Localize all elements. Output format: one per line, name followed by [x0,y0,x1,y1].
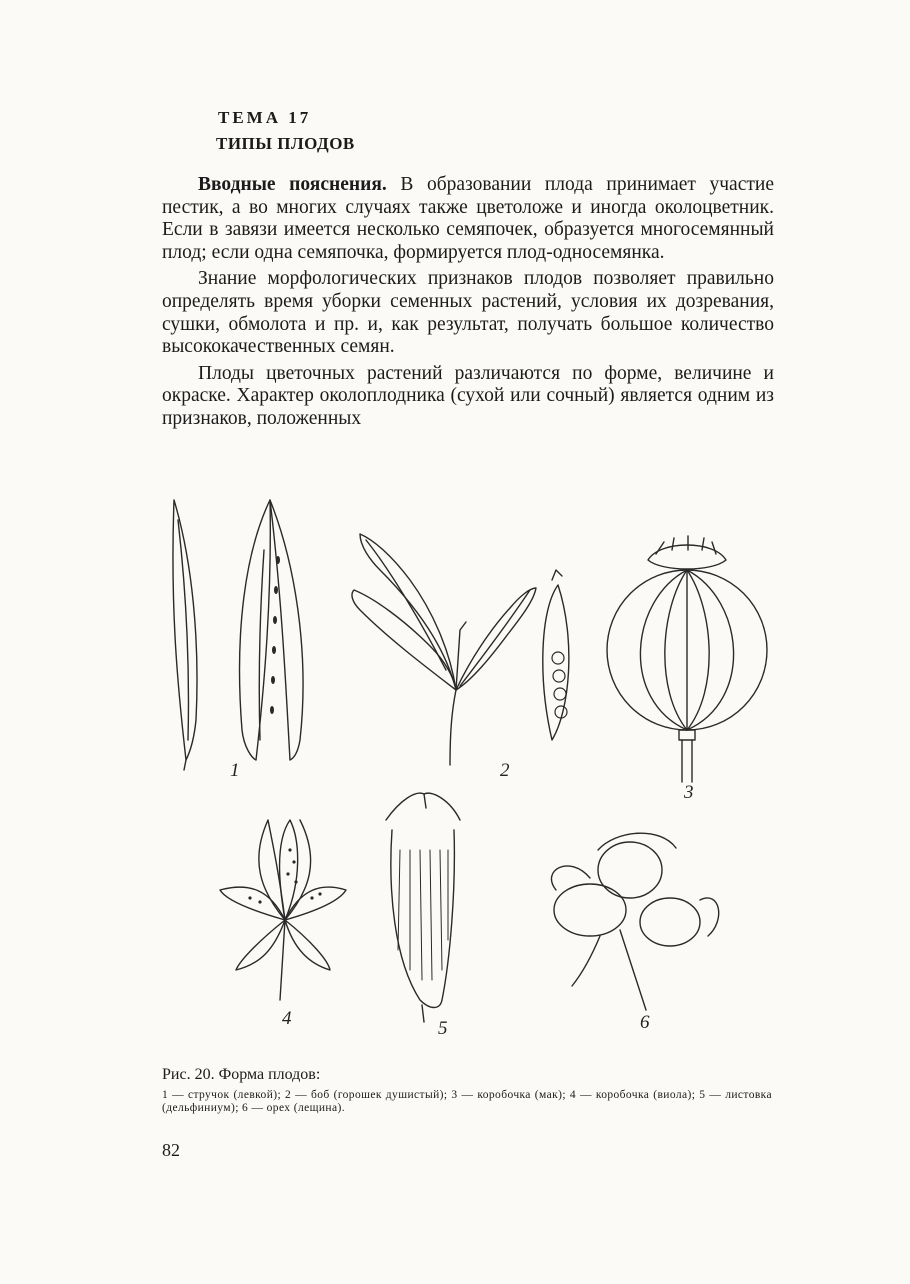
intro-text: В образовании плода принимает участие пестик, а во многих случаях также цветоложе и иногда околоцветник. Если в завязи имеется несколько семяпочек, образуется многосемянный плод; если одна семяпочка, формируется плод-односемянка. [162,174,774,263]
hazelnut-drawing [551,833,718,1010]
figure-caption-text: 1 — стручок (левкой); 2 — боб (горошек душистый); 3 — коробочка (мак); 4 — коробочка (виола); 5 — листовка (дельфиниум); 6 — орех (лещина). [162,1089,772,1114]
figure-label-4: 4 [282,1008,292,1029]
intro-lead: Вводные пояснения. [198,174,387,195]
viola-capsule-drawing [220,820,346,1000]
figure-label-1: 1 [230,760,240,781]
body-text [162,174,774,435]
figure-label-5: 5 [438,1018,448,1039]
figure-label-2: 2 [500,760,510,781]
theme-number: ТЕМА 17 [218,108,312,127]
theme-title: ТИПЫ ПЛОДОВ [216,134,355,153]
page-number: 82 [162,1140,180,1160]
figure-label-3: 3 [684,782,694,803]
paragraph-intro [162,174,774,264]
paragraph-fruits: Плоды цветочных растений различаются по форме, величине и окраске. Характер околоплодника (сухой или сочный) является одним из признаков, положенных [162,362,774,429]
pea-pod-drawing [352,534,569,765]
follicle-drawing [386,793,460,1022]
fruit-illustration [160,490,780,1050]
figure-fruit-forms [160,490,780,1050]
paragraph-morphology: Знание морфологических признаков плодов позволяет правильно определять время уборки семенных растений, условия их дозревания, сушки, обмолота и пр. и, как результат, получать большое количество высококачественных семян. [162,268,774,358]
figure-label-6: 6 [640,1012,650,1033]
silique-drawing [173,500,303,770]
poppy-capsule-drawing [607,536,767,782]
figure-caption-title: Рис. 20. Форма плодов: [162,1066,321,1083]
